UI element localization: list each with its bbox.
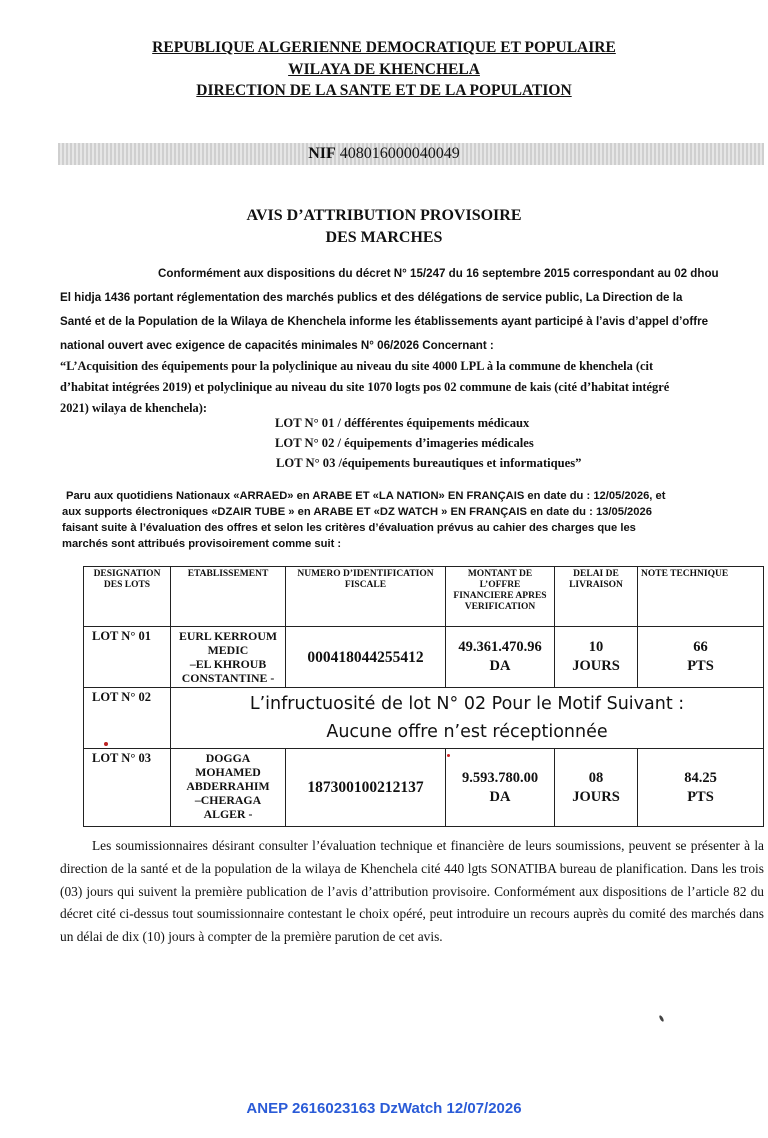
delai-value: 08 bbox=[588, 769, 604, 786]
table-header-row bbox=[84, 567, 764, 627]
note-unit: PTS bbox=[687, 658, 714, 674]
montant-unit: DA bbox=[489, 788, 511, 805]
lot-item-02: LOT N° 02 / équipements d’imageries médicales bbox=[275, 436, 534, 450]
etab-line: ABDERRAHIM bbox=[186, 779, 270, 793]
publication-line-4: marchés sont attribués provisoirement comme suit : bbox=[62, 538, 342, 550]
table-row bbox=[84, 627, 764, 688]
delai-cell bbox=[555, 627, 638, 688]
note-cell bbox=[638, 627, 764, 688]
closing-line: Les soumissionnaires désirant consulter l’évaluation technique et financière de leurs soumissions, peuvent se bbox=[92, 838, 687, 853]
etablissement-cell bbox=[171, 627, 286, 688]
document-title-line1: AVIS D’ATTRIBUTION PROVISOIRE bbox=[246, 207, 522, 224]
attribution-table bbox=[83, 566, 764, 827]
table-row bbox=[84, 749, 764, 827]
nif-line bbox=[0, 143, 768, 165]
publication-line-2: aux supports électroniques «DZAIR TUBE » en ARABE ET «DZ WATCH » EN FRANÇAIS en date du : 13/05/2026 bbox=[62, 506, 652, 518]
etab-line: EURL KERROUM bbox=[179, 629, 277, 643]
montant-cell bbox=[446, 749, 555, 827]
header-montant: MONTANT DE L’OFFRE FINANCIERE APRES VERIFICATION bbox=[446, 567, 555, 627]
header-note: NOTE TECHNIQUE bbox=[638, 567, 764, 627]
note-cell bbox=[638, 749, 764, 827]
delai-unit: JOURS bbox=[572, 788, 620, 805]
object-line-2: d’habitat intégrées 2019) et polyclinique au niveau du site 1070 logts pos 02 commune de kais (cité d’habitat intégré bbox=[60, 380, 670, 394]
etab-line: –CHERAGA bbox=[194, 793, 262, 807]
intro-line-1: Conformément aux dispositions du décret N° 15/247 du 16 septembre 2015 correspondant au 02 dhou bbox=[158, 267, 719, 280]
header-designation: DESIGNATION DES LOTS bbox=[84, 567, 171, 627]
header-etablissement: ETABLISSEMENT bbox=[171, 567, 286, 627]
lot-cell: LOT N° 03 bbox=[84, 749, 171, 827]
header-direction: DIRECTION DE LA SANTE ET DE LA POPULATION bbox=[196, 82, 572, 99]
nif-cell: 187300100212137 bbox=[286, 749, 446, 827]
montant-value: 9.593.780.00 bbox=[461, 769, 539, 786]
note-unit: PTS bbox=[687, 788, 714, 805]
closing-paragraph bbox=[60, 835, 764, 949]
delai-value: 10 bbox=[588, 639, 604, 655]
infructuosite-line: Aucune offre n’est réceptionnée bbox=[326, 722, 608, 742]
note-value: 84.25 bbox=[684, 769, 717, 786]
etablissement-cell bbox=[171, 749, 286, 827]
etab-line: MEDIC bbox=[207, 643, 249, 657]
lot-cell: LOT N° 01 bbox=[84, 627, 171, 688]
document-title-line2: DES MARCHES bbox=[325, 229, 443, 246]
delai-unit: JOURS bbox=[572, 658, 620, 674]
scan-speck bbox=[104, 742, 108, 746]
closing-line: présenter à la direction de la santé et de la population de la wilaya de Khenchela cité 440 lgts SONATIBA bureau bbox=[60, 838, 764, 876]
header-wilaya: WILAYA DE KHENCHELA bbox=[288, 61, 480, 78]
header-nif: NUMERO D’IDENTIFICATION FISCALE bbox=[286, 567, 446, 627]
closing-line: Conformément aux dispositions de l’article 82 du décret cité ci-dessus tout soumissionnaire contestant le choix bbox=[60, 883, 764, 922]
intro-line-2: El hidja 1436 portant réglementation des marchés publics et des délégations de service public, La Direction de la bbox=[60, 291, 683, 304]
closing-line: première parution de cet avis. bbox=[283, 929, 443, 945]
etab-line: ALGER - bbox=[203, 807, 253, 821]
publication-line-3: faisant suite à l’évaluation des offres et selon les critères d’évaluation prévus au cahier des charges que les bbox=[62, 522, 636, 534]
montant-value: 49.361.470.96 bbox=[458, 639, 542, 655]
infructuosite-cell bbox=[171, 688, 764, 749]
table-row bbox=[84, 688, 764, 749]
header-delai: DELAI DE LIVRAISON bbox=[555, 567, 638, 627]
scan-speck bbox=[447, 754, 450, 757]
header-republique: REPUBLIQUE ALGERIENNE DEMOCRATIQUE ET POPULAIRE bbox=[152, 39, 616, 56]
intro-line-4: national ouvert avec exigence de capacités minimales N° 06/2026 Concernant : bbox=[60, 339, 494, 352]
nif-cell: 000418044255412 bbox=[286, 627, 446, 688]
infructuosite-line: L’infructuosité de lot N° 02 Pour le Motif Suivant : bbox=[249, 694, 685, 714]
etab-line: CONSTANTINE - bbox=[181, 671, 275, 685]
object-line-3: 2021) wilaya de khenchela): bbox=[60, 401, 207, 415]
lot-item-03: LOT N° 03 /équipements bureautiques et informatiques” bbox=[276, 456, 582, 470]
nif-number: 408016000040049 bbox=[339, 145, 460, 162]
intro-line-3: Santé et de la Population de la Wilaya de Khenchela informe les établissements ayant participé à l’avis d’appel d’offre bbox=[60, 315, 709, 328]
closing-line: de planification. Dans les trois (03) jours qui suivent la première publication de l’avis d’attribution provisoire. bbox=[60, 860, 764, 899]
etab-line: DOGGA bbox=[205, 751, 251, 765]
object-line-1: “L’Acquisition des équipements pour la polyclinique au niveau du site 4000 LPL à la commune de khenchela (cit bbox=[60, 359, 654, 373]
montant-unit: DA bbox=[489, 658, 511, 674]
etab-line: MOHAMED bbox=[195, 765, 261, 779]
footer-reference: ANEP 2616023163 DzWatch 12/07/2026 bbox=[246, 1100, 522, 1117]
lot-item-01: LOT N° 01 / défférentes équipements médicaux bbox=[275, 416, 530, 430]
note-value: 66 bbox=[693, 639, 708, 655]
publication-line-1: Paru aux quotidiens Nationaux «ARRAED» en ARABE ET «LA NATION» EN FRANÇAIS en date du : 12/05/2026, et bbox=[66, 490, 666, 502]
lot-cell: LOT N° 02 bbox=[84, 688, 171, 749]
montant-cell bbox=[446, 627, 555, 688]
closing-line: opéré, peut introduire un recours auprès du comité des marchés dans un délai de dix (10) jours à compter de la bbox=[60, 906, 764, 945]
delai-cell bbox=[555, 749, 638, 827]
etab-line: –EL KHROUB bbox=[189, 657, 267, 671]
scan-speck bbox=[658, 1015, 664, 1023]
nif-label: NIF bbox=[308, 145, 336, 162]
